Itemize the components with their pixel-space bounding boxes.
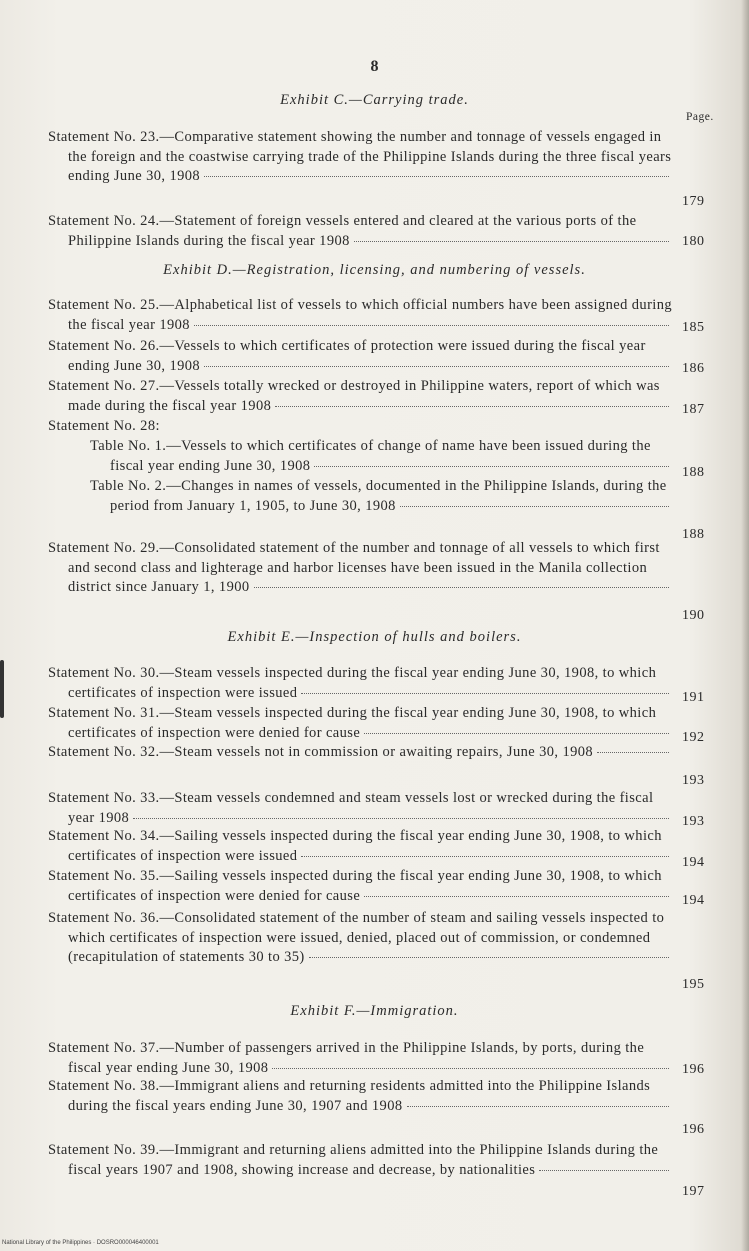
toc-entry-28-table-2 bbox=[90, 477, 673, 516]
toc-entry-text: Statement No. 33.—Steam vessels condemned and steam vessels lost or wrecked during the fiscal year 1908 bbox=[48, 789, 673, 828]
toc-entry-36 bbox=[48, 909, 673, 968]
dot-leader bbox=[539, 1169, 669, 1171]
toc-entry-text: Statement No. 32.—Steam vessels not in commission or awaiting repairs, June 30, 1908 bbox=[48, 743, 673, 763]
toc-entry-35 bbox=[48, 867, 673, 906]
toc-page-34: 194 bbox=[682, 855, 705, 870]
dot-leader bbox=[301, 855, 669, 857]
dot-leader bbox=[272, 1067, 669, 1069]
toc-entry-29 bbox=[48, 539, 673, 598]
toc-page-35: 194 bbox=[682, 893, 705, 908]
exhibit-c-heading: Exhibit C.—Carrying trade. bbox=[280, 92, 469, 108]
toc-entry-text: Statement No. 25.—Alphabetical list of vessels to which official numbers have been assigned during the fiscal year 1908 bbox=[48, 297, 673, 333]
toc-entry-38 bbox=[48, 1077, 673, 1116]
dot-leader bbox=[400, 505, 669, 507]
dot-leader bbox=[194, 324, 669, 326]
dot-leader bbox=[301, 692, 669, 694]
toc-entry-text: Table No. 1.—Vessels to which certificates of change of name have been issued during the fiscal year ending June 30, 1908 bbox=[90, 437, 673, 476]
dot-leader bbox=[354, 240, 669, 242]
dot-leader bbox=[364, 895, 669, 897]
toc-page-24: 180 bbox=[682, 234, 705, 249]
toc-entry-text: Statement No. 27.—Vessels totally wrecked or destroyed in Philippine waters, report of which was made during the fiscal year 1908 bbox=[48, 377, 673, 416]
dot-leader bbox=[254, 586, 669, 588]
dot-leader bbox=[204, 365, 669, 367]
toc-entry-text: Statement No. 31.—Steam vessels inspected during the fiscal year ending June 30, 1908, to which certificates of inspection were denied for cause bbox=[48, 704, 673, 743]
toc-entry-25 bbox=[48, 296, 673, 335]
dot-leader bbox=[309, 956, 669, 958]
toc-entry-text: Statement No. 34.—Sailing vessels inspected during the fiscal year ending June 30, 1908, to which certificates of inspection were issued bbox=[48, 827, 673, 866]
toc-entry-text: Statement No. 35.—Sailing vessels inspected during the fiscal year ending June 30, 1908, to which certificates of inspection were denied for cause bbox=[48, 867, 673, 906]
toc-page-29: 190 bbox=[682, 608, 705, 623]
page-number: 8 bbox=[370, 58, 379, 75]
toc-entry-text: Statement No. 24.—Statement of foreign vessels entered and cleared at the various ports of the Philippine Islands during the fiscal year 1908 bbox=[48, 212, 673, 251]
toc-entry-27 bbox=[48, 377, 673, 416]
toc-entry-26 bbox=[48, 337, 673, 376]
toc-page-23: 179 bbox=[682, 194, 705, 209]
toc-entry-text: Table No. 2.—Changes in names of vessels, documented in the Philippine Islands, during the period from January 1, 1905, to June 30, 1908 bbox=[90, 477, 673, 516]
toc-page-33: 193 bbox=[682, 814, 705, 829]
toc-entry-24 bbox=[48, 212, 673, 251]
page-edge-shadow bbox=[741, 0, 749, 1251]
toc-entry-text: Statement No. 36.—Consolidated statement of the number of steam and sailing vessels inspected to which certificates of inspection were issued, denied, placed out of commission, or condemned (recapitulation of statements 30 to 35) bbox=[48, 909, 673, 968]
dot-leader bbox=[204, 175, 669, 177]
toc-entry-30 bbox=[48, 664, 673, 703]
toc-page-39: 197 bbox=[682, 1184, 705, 1199]
toc-entry-23 bbox=[48, 128, 673, 187]
dot-leader bbox=[314, 465, 669, 467]
toc-entry-32 bbox=[48, 743, 673, 763]
toc-entry-text: Statement No. 37.—Number of passengers arrived in the Philippine Islands, by ports, during the fiscal year ending June 30, 1908 bbox=[48, 1039, 673, 1078]
toc-entry-37 bbox=[48, 1039, 673, 1078]
exhibit-f-heading: Exhibit F.—Immigration. bbox=[290, 1003, 459, 1019]
toc-page-28-table-1: 188 bbox=[682, 465, 705, 480]
toc-entry-31 bbox=[48, 704, 673, 743]
toc-entry-28-table-1 bbox=[90, 437, 673, 476]
toc-entry-text: Statement No. 30.—Steam vessels inspected during the fiscal year ending June 30, 1908, to which certificates of inspection were issued bbox=[48, 664, 673, 703]
toc-page-27: 187 bbox=[682, 402, 705, 417]
toc-entry-39 bbox=[48, 1141, 673, 1180]
toc-page-32: 193 bbox=[682, 773, 705, 788]
toc-entry-text: Statement No. 39.—Immigrant and returning aliens admitted into the Philippine Islands during the fiscal years 1907 and 1908, showing increase and decrease, by nationalities bbox=[48, 1141, 673, 1180]
toc-entry-text: Statement No. 26.—Vessels to which certificates of protection were issued during the fiscal year ending June 30, 1908 bbox=[48, 337, 673, 376]
dot-leader bbox=[364, 732, 669, 734]
toc-entry-text: Statement No. 38.—Immigrant aliens and returning residents admitted into the Philippine Islands during the fiscal years ending June 30, 1907 and 1908 bbox=[48, 1077, 673, 1116]
toc-page-25: 185 bbox=[682, 320, 705, 335]
exhibit-d-heading: Exhibit D.—Registration, licensing, and numbering of vessels. bbox=[163, 262, 586, 278]
toc-entry-text: Statement No. 28: bbox=[48, 418, 160, 434]
toc-page-36: 195 bbox=[682, 977, 705, 992]
dot-leader bbox=[275, 405, 669, 407]
toc-entry-28 bbox=[48, 417, 673, 437]
binding-mark bbox=[0, 660, 4, 718]
toc-entry-34 bbox=[48, 827, 673, 866]
dot-leader bbox=[133, 817, 669, 819]
toc-page-31: 192 bbox=[682, 730, 705, 745]
scan-footer: National Library of the Philippines · DOSRO000046400001 bbox=[2, 1240, 159, 1246]
toc-page-28-table-2: 188 bbox=[682, 527, 705, 542]
dot-leader bbox=[407, 1105, 670, 1107]
toc-entry-text: Statement No. 23.—Comparative statement showing the number and tonnage of vessels engaged in the foreign and the coastwise carrying trade of the Philippine Islands during the three fiscal years ending June 30, 1908 bbox=[48, 129, 672, 184]
toc-page-26: 186 bbox=[682, 361, 705, 376]
toc-page-38: 196 bbox=[682, 1122, 705, 1137]
exhibit-e-heading: Exhibit E.—Inspection of hulls and boilers. bbox=[227, 629, 522, 645]
dot-leader bbox=[597, 751, 669, 753]
toc-page-37: 196 bbox=[682, 1062, 705, 1077]
toc-entry-33 bbox=[48, 789, 673, 828]
toc-page-30: 191 bbox=[682, 690, 705, 705]
page-column-header: Page. bbox=[686, 111, 714, 123]
toc-entry-text: Statement No. 29.—Consolidated statement of the number and tonnage of all vessels to which first and second class and lighterage and harbor licenses have been issued in the Manila collection district since January 1, 1900 bbox=[48, 539, 673, 598]
